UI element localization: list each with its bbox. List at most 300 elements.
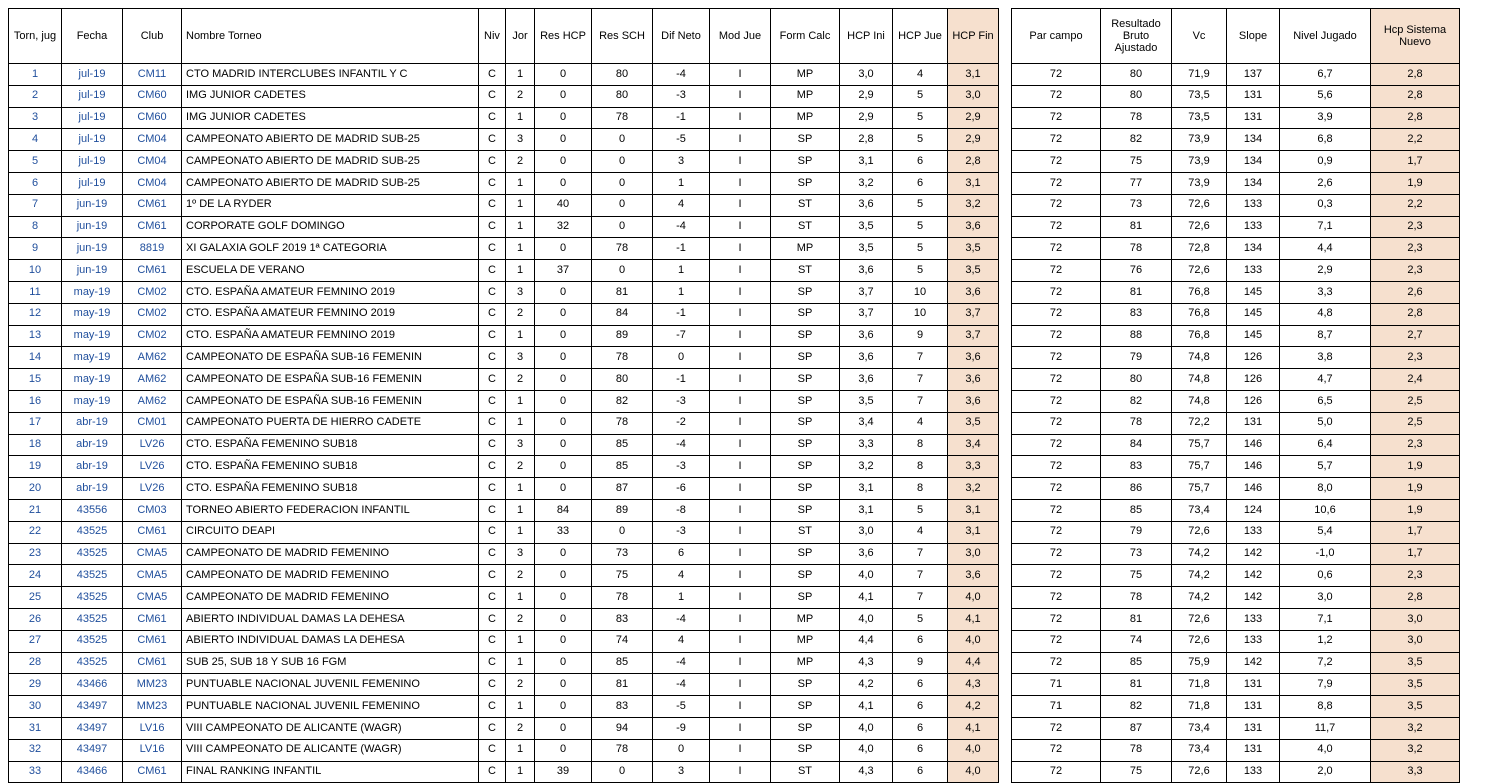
cell-nivel-jugado: -1,0: [1280, 543, 1371, 565]
cell-par-campo: 72: [1012, 587, 1101, 609]
table-row: [1012, 194, 1460, 216]
cell-hcp-sistema-nuevo: 2,5: [1371, 390, 1460, 412]
cell-niv: C: [479, 543, 506, 565]
cell-nivel-jugado: 6,5: [1280, 390, 1371, 412]
cell-hcp-jue: 7: [893, 369, 948, 391]
cell-par-campo: 72: [1012, 238, 1101, 260]
cell-mod-jue: I: [710, 761, 771, 783]
table-row: [9, 64, 999, 86]
cell-mod-jue: I: [710, 347, 771, 369]
cell-nivel-jugado: 4,0: [1280, 739, 1371, 761]
cell-niv: C: [479, 674, 506, 696]
column-header-vc: Vc: [1172, 9, 1227, 64]
cell-torn-jug: 25: [9, 587, 62, 609]
cell-resultado-bruto: 80: [1101, 369, 1172, 391]
cell-form-calc: SP: [771, 674, 840, 696]
cell-slope: 133: [1227, 521, 1280, 543]
cell-slope: 131: [1227, 107, 1280, 129]
table-row: [9, 303, 999, 325]
cell-jor: 1: [506, 761, 535, 783]
cell-vc: 74,2: [1172, 543, 1227, 565]
cell-vc: 71,9: [1172, 64, 1227, 86]
cell-nivel-jugado: 8,8: [1280, 696, 1371, 718]
cell-nivel-jugado: 8,7: [1280, 325, 1371, 347]
cell-dif-neto: -5: [653, 696, 710, 718]
table-row: [1012, 521, 1460, 543]
cell-niv: C: [479, 85, 506, 107]
cell-slope: 134: [1227, 129, 1280, 151]
cell-hcp-sistema-nuevo: 2,8: [1371, 303, 1460, 325]
cell-fecha: 43466: [62, 761, 123, 783]
cell-res-sch: 73: [592, 543, 653, 565]
cell-vc: 73,4: [1172, 739, 1227, 761]
cell-hcp-sistema-nuevo: 2,3: [1371, 434, 1460, 456]
cell-res-sch: 74: [592, 630, 653, 652]
cell-res-hcp: 0: [535, 172, 592, 194]
cell-fecha: 43556: [62, 499, 123, 521]
cell-slope: 142: [1227, 587, 1280, 609]
cell-torn-jug: 16: [9, 390, 62, 412]
cell-nombre-torneo: VIII CAMPEONATO DE ALICANTE (WAGR): [182, 717, 479, 739]
cell-resultado-bruto: 88: [1101, 325, 1172, 347]
cell-vc: 71,8: [1172, 674, 1227, 696]
cell-hcp-fin: 3,2: [948, 194, 999, 216]
cell-res-sch: 94: [592, 717, 653, 739]
cell-dif-neto: 0: [653, 347, 710, 369]
cell-club: CM01: [123, 412, 182, 434]
cell-hcp-jue: 5: [893, 216, 948, 238]
cell-mod-jue: I: [710, 543, 771, 565]
cell-res-hcp: 0: [535, 412, 592, 434]
column-header-club: Club: [123, 9, 182, 64]
cell-hcp-sistema-nuevo: 3,5: [1371, 696, 1460, 718]
cell-hcp-fin: 3,0: [948, 543, 999, 565]
table-row: [1012, 761, 1460, 783]
cell-res-sch: 83: [592, 696, 653, 718]
table-row: [1012, 281, 1460, 303]
cell-form-calc: SP: [771, 587, 840, 609]
cell-torn-jug: 11: [9, 281, 62, 303]
cell-club: CM61: [123, 761, 182, 783]
cell-slope: 137: [1227, 64, 1280, 86]
cell-nivel-jugado: 0,3: [1280, 194, 1371, 216]
cell-hcp-sistema-nuevo: 2,3: [1371, 565, 1460, 587]
cell-res-hcp: 0: [535, 107, 592, 129]
cell-hcp-sistema-nuevo: 2,5: [1371, 412, 1460, 434]
cell-par-campo: 72: [1012, 739, 1101, 761]
cell-torn-jug: 28: [9, 652, 62, 674]
cell-hcp-sistema-nuevo: 3,2: [1371, 717, 1460, 739]
cell-hcp-ini: 4,4: [840, 630, 893, 652]
cell-nivel-jugado: 3,3: [1280, 281, 1371, 303]
cell-vc: 74,2: [1172, 587, 1227, 609]
cell-jor: 1: [506, 521, 535, 543]
course-stats-table-body: [1012, 64, 1460, 783]
cell-slope: 131: [1227, 85, 1280, 107]
cell-niv: C: [479, 303, 506, 325]
column-header-hcp-ini: HCP Ini: [840, 9, 893, 64]
cell-torn-jug: 9: [9, 238, 62, 260]
cell-torn-jug: 4: [9, 129, 62, 151]
cell-jor: 1: [506, 238, 535, 260]
cell-club: CM04: [123, 151, 182, 173]
cell-slope: 126: [1227, 369, 1280, 391]
cell-hcp-sistema-nuevo: 1,7: [1371, 151, 1460, 173]
header-row: [9, 9, 999, 64]
cell-hcp-jue: 6: [893, 630, 948, 652]
cell-slope: 134: [1227, 172, 1280, 194]
cell-torn-jug: 13: [9, 325, 62, 347]
cell-par-campo: 72: [1012, 172, 1101, 194]
cell-nombre-torneo: CTO. ESPAÑA FEMENINO SUB18: [182, 456, 479, 478]
cell-dif-neto: 1: [653, 587, 710, 609]
cell-fecha: abr-19: [62, 478, 123, 500]
cell-vc: 72,8: [1172, 238, 1227, 260]
cell-res-hcp: 37: [535, 260, 592, 282]
cell-res-hcp: 40: [535, 194, 592, 216]
cell-dif-neto: -4: [653, 64, 710, 86]
cell-hcp-sistema-nuevo: 2,3: [1371, 260, 1460, 282]
cell-slope: 133: [1227, 260, 1280, 282]
cell-hcp-fin: 3,7: [948, 325, 999, 347]
cell-par-campo: 72: [1012, 565, 1101, 587]
cell-hcp-sistema-nuevo: 2,7: [1371, 325, 1460, 347]
cell-hcp-ini: 3,6: [840, 369, 893, 391]
cell-hcp-jue: 6: [893, 674, 948, 696]
cell-fecha: 43525: [62, 521, 123, 543]
cell-nivel-jugado: 6,8: [1280, 129, 1371, 151]
cell-hcp-jue: 6: [893, 739, 948, 761]
cell-niv: C: [479, 652, 506, 674]
cell-jor: 1: [506, 325, 535, 347]
cell-club: CM60: [123, 85, 182, 107]
cell-dif-neto: -9: [653, 717, 710, 739]
cell-torn-jug: 22: [9, 521, 62, 543]
cell-dif-neto: -1: [653, 369, 710, 391]
cell-res-sch: 80: [592, 369, 653, 391]
cell-dif-neto: -6: [653, 478, 710, 500]
cell-mod-jue: I: [710, 608, 771, 630]
cell-hcp-fin: 2,9: [948, 129, 999, 151]
cell-nombre-torneo: TORNEO ABIERTO FEDERACION INFANTIL: [182, 499, 479, 521]
column-header-form-calc: Form Calc: [771, 9, 840, 64]
cell-nivel-jugado: 5,6: [1280, 85, 1371, 107]
cell-par-campo: 72: [1012, 85, 1101, 107]
cell-torn-jug: 1: [9, 64, 62, 86]
cell-mod-jue: I: [710, 260, 771, 282]
cell-vc: 73,5: [1172, 107, 1227, 129]
table-row: [1012, 151, 1460, 173]
cell-par-campo: 72: [1012, 434, 1101, 456]
cell-res-hcp: 0: [535, 390, 592, 412]
cell-hcp-ini: 3,7: [840, 303, 893, 325]
table-row: [9, 151, 999, 173]
table-row: [9, 369, 999, 391]
cell-niv: C: [479, 630, 506, 652]
cell-vc: 73,9: [1172, 172, 1227, 194]
cell-res-sch: 0: [592, 172, 653, 194]
cell-vc: 72,6: [1172, 216, 1227, 238]
cell-fecha: 43525: [62, 630, 123, 652]
cell-form-calc: MP: [771, 64, 840, 86]
cell-niv: C: [479, 478, 506, 500]
cell-mod-jue: I: [710, 64, 771, 86]
cell-res-sch: 78: [592, 412, 653, 434]
cell-mod-jue: I: [710, 674, 771, 696]
cell-jor: 2: [506, 717, 535, 739]
cell-res-sch: 0: [592, 216, 653, 238]
tournaments-table: [8, 8, 999, 783]
table-row: [9, 717, 999, 739]
table-row: [9, 347, 999, 369]
cell-form-calc: SP: [771, 325, 840, 347]
cell-mod-jue: I: [710, 717, 771, 739]
cell-hcp-ini: 3,5: [840, 216, 893, 238]
cell-niv: C: [479, 64, 506, 86]
cell-slope: 131: [1227, 674, 1280, 696]
cell-niv: C: [479, 172, 506, 194]
cell-nombre-torneo: CAMPEONATO ABIERTO DE MADRID SUB-25: [182, 151, 479, 173]
cell-club: 8819: [123, 238, 182, 260]
column-header-slope: Slope: [1227, 9, 1280, 64]
cell-res-hcp: 0: [535, 478, 592, 500]
cell-niv: C: [479, 696, 506, 718]
cell-club: AM62: [123, 347, 182, 369]
cell-res-sch: 78: [592, 739, 653, 761]
cell-nombre-torneo: 1º DE LA RYDER: [182, 194, 479, 216]
cell-hcp-jue: 6: [893, 172, 948, 194]
cell-hcp-fin: 4,2: [948, 696, 999, 718]
cell-resultado-bruto: 80: [1101, 85, 1172, 107]
cell-hcp-fin: 3,6: [948, 369, 999, 391]
cell-dif-neto: -1: [653, 238, 710, 260]
cell-nivel-jugado: 7,1: [1280, 608, 1371, 630]
cell-niv: C: [479, 151, 506, 173]
cell-fecha: may-19: [62, 369, 123, 391]
cell-club: CM02: [123, 303, 182, 325]
cell-jor: 1: [506, 412, 535, 434]
cell-res-hcp: 0: [535, 717, 592, 739]
cell-par-campo: 72: [1012, 369, 1101, 391]
cell-res-hcp: 0: [535, 238, 592, 260]
cell-nombre-torneo: PUNTUABLE NACIONAL JUVENIL FEMENINO: [182, 674, 479, 696]
cell-hcp-sistema-nuevo: 1,9: [1371, 456, 1460, 478]
cell-hcp-fin: 4,0: [948, 739, 999, 761]
cell-niv: C: [479, 434, 506, 456]
cell-mod-jue: I: [710, 499, 771, 521]
table-row: [1012, 499, 1460, 521]
cell-vc: 71,8: [1172, 696, 1227, 718]
cell-fecha: jul-19: [62, 85, 123, 107]
cell-hcp-jue: 7: [893, 347, 948, 369]
cell-torn-jug: 33: [9, 761, 62, 783]
table-row: [1012, 696, 1460, 718]
cell-dif-neto: -4: [653, 652, 710, 674]
cell-nivel-jugado: 3,9: [1280, 107, 1371, 129]
cell-hcp-jue: 9: [893, 325, 948, 347]
cell-resultado-bruto: 75: [1101, 565, 1172, 587]
cell-niv: C: [479, 325, 506, 347]
cell-fecha: may-19: [62, 390, 123, 412]
cell-club: MM23: [123, 674, 182, 696]
cell-mod-jue: I: [710, 369, 771, 391]
cell-jor: 2: [506, 303, 535, 325]
cell-res-hcp: 0: [535, 696, 592, 718]
cell-hcp-jue: 5: [893, 608, 948, 630]
cell-nivel-jugado: 5,4: [1280, 521, 1371, 543]
cell-resultado-bruto: 78: [1101, 412, 1172, 434]
cell-jor: 2: [506, 608, 535, 630]
cell-slope: 133: [1227, 630, 1280, 652]
cell-hcp-jue: 5: [893, 238, 948, 260]
cell-niv: C: [479, 739, 506, 761]
cell-slope: 145: [1227, 325, 1280, 347]
cell-form-calc: SP: [771, 412, 840, 434]
cell-hcp-ini: 3,2: [840, 456, 893, 478]
cell-form-calc: MP: [771, 107, 840, 129]
cell-fecha: 43525: [62, 587, 123, 609]
cell-resultado-bruto: 73: [1101, 194, 1172, 216]
cell-jor: 1: [506, 390, 535, 412]
cell-jor: 2: [506, 674, 535, 696]
cell-form-calc: SP: [771, 390, 840, 412]
cell-vc: 74,2: [1172, 565, 1227, 587]
table-row: [1012, 717, 1460, 739]
cell-res-hcp: 33: [535, 521, 592, 543]
table-row: [1012, 369, 1460, 391]
cell-mod-jue: I: [710, 172, 771, 194]
cell-hcp-sistema-nuevo: 1,9: [1371, 499, 1460, 521]
cell-hcp-ini: 3,6: [840, 543, 893, 565]
table-row: [1012, 674, 1460, 696]
cell-vc: 73,9: [1172, 151, 1227, 173]
cell-par-campo: 72: [1012, 107, 1101, 129]
cell-par-campo: 72: [1012, 129, 1101, 151]
cell-hcp-ini: 4,2: [840, 674, 893, 696]
cell-hcp-fin: 3,6: [948, 216, 999, 238]
cell-vc: 74,8: [1172, 347, 1227, 369]
cell-niv: C: [479, 347, 506, 369]
cell-hcp-sistema-nuevo: 2,8: [1371, 587, 1460, 609]
cell-vc: 73,9: [1172, 129, 1227, 151]
cell-hcp-fin: 3,0: [948, 85, 999, 107]
cell-vc: 73,4: [1172, 717, 1227, 739]
cell-res-hcp: 39: [535, 761, 592, 783]
table-row: [1012, 608, 1460, 630]
cell-nombre-torneo: FINAL RANKING INFANTIL: [182, 761, 479, 783]
course-stats-table-header: [1012, 9, 1460, 64]
cell-niv: C: [479, 587, 506, 609]
cell-hcp-sistema-nuevo: 1,7: [1371, 521, 1460, 543]
cell-resultado-bruto: 85: [1101, 652, 1172, 674]
cell-torn-jug: 19: [9, 456, 62, 478]
cell-hcp-ini: 3,6: [840, 325, 893, 347]
cell-dif-neto: -4: [653, 216, 710, 238]
cell-hcp-jue: 4: [893, 521, 948, 543]
column-header-torn-jug: Torn, jug: [9, 9, 62, 64]
cell-slope: 126: [1227, 347, 1280, 369]
table-row: [1012, 303, 1460, 325]
cell-fecha: may-19: [62, 347, 123, 369]
table-row: [9, 456, 999, 478]
cell-hcp-fin: 3,1: [948, 521, 999, 543]
cell-dif-neto: -8: [653, 499, 710, 521]
cell-niv: C: [479, 608, 506, 630]
cell-club: LV16: [123, 717, 182, 739]
cell-hcp-fin: 3,5: [948, 260, 999, 282]
cell-form-calc: SP: [771, 303, 840, 325]
cell-vc: 74,8: [1172, 390, 1227, 412]
cell-par-campo: 72: [1012, 412, 1101, 434]
cell-fecha: jun-19: [62, 260, 123, 282]
cell-hcp-jue: 4: [893, 412, 948, 434]
cell-hcp-jue: 10: [893, 303, 948, 325]
cell-mod-jue: I: [710, 587, 771, 609]
cell-res-hcp: 0: [535, 347, 592, 369]
cell-form-calc: ST: [771, 761, 840, 783]
cell-hcp-sistema-nuevo: 2,2: [1371, 194, 1460, 216]
cell-resultado-bruto: 77: [1101, 172, 1172, 194]
cell-club: CM61: [123, 652, 182, 674]
cell-jor: 1: [506, 652, 535, 674]
cell-fecha: 43525: [62, 565, 123, 587]
cell-slope: 142: [1227, 543, 1280, 565]
cell-niv: C: [479, 216, 506, 238]
tournaments-table-header: [9, 9, 999, 64]
cell-nombre-torneo: ABIERTO INDIVIDUAL DAMAS LA DEHESA: [182, 630, 479, 652]
cell-hcp-ini: 3,5: [840, 390, 893, 412]
cell-hcp-sistema-nuevo: 3,5: [1371, 674, 1460, 696]
cell-torn-jug: 27: [9, 630, 62, 652]
cell-mod-jue: I: [710, 85, 771, 107]
cell-form-calc: SP: [771, 456, 840, 478]
cell-hcp-fin: 3,6: [948, 390, 999, 412]
cell-resultado-bruto: 81: [1101, 674, 1172, 696]
table-row: [9, 172, 999, 194]
cell-par-campo: 72: [1012, 761, 1101, 783]
cell-hcp-ini: 3,1: [840, 478, 893, 500]
cell-jor: 3: [506, 281, 535, 303]
table-row: [9, 543, 999, 565]
cell-res-sch: 0: [592, 260, 653, 282]
cell-slope: 134: [1227, 238, 1280, 260]
cell-vc: 72,6: [1172, 608, 1227, 630]
cell-fecha: 43497: [62, 717, 123, 739]
table-row: [9, 216, 999, 238]
column-header-niv: Niv: [479, 9, 506, 64]
cell-slope: 131: [1227, 717, 1280, 739]
cell-res-hcp: 32: [535, 216, 592, 238]
cell-res-hcp: 0: [535, 456, 592, 478]
cell-torn-jug: 30: [9, 696, 62, 718]
cell-form-calc: SP: [771, 347, 840, 369]
cell-niv: C: [479, 238, 506, 260]
cell-jor: 1: [506, 739, 535, 761]
cell-dif-neto: 6: [653, 543, 710, 565]
cell-vc: 72,6: [1172, 761, 1227, 783]
cell-niv: C: [479, 390, 506, 412]
cell-vc: 73,4: [1172, 499, 1227, 521]
cell-hcp-jue: 5: [893, 260, 948, 282]
cell-club: CM02: [123, 281, 182, 303]
table-row: [9, 674, 999, 696]
cell-hcp-fin: 3,5: [948, 412, 999, 434]
cell-niv: C: [479, 412, 506, 434]
cell-club: CMA5: [123, 587, 182, 609]
cell-jor: 3: [506, 347, 535, 369]
cell-resultado-bruto: 75: [1101, 761, 1172, 783]
cell-hcp-sistema-nuevo: 2,8: [1371, 85, 1460, 107]
